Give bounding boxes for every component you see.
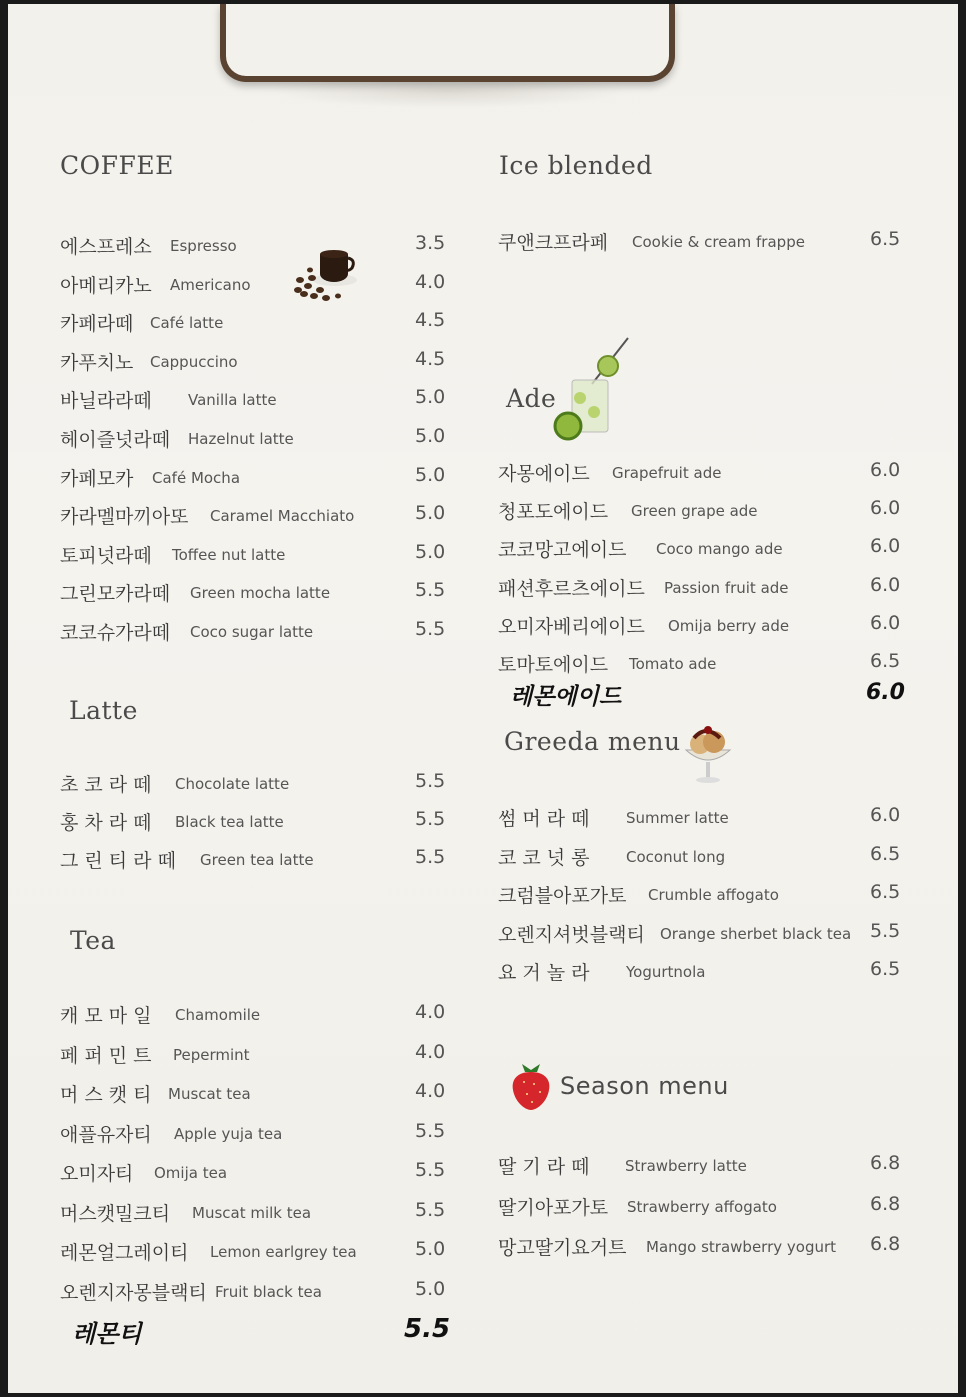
item-price: 6.5 <box>870 228 901 250</box>
item-korean-name: 레몬얼그레이티 <box>60 1242 189 1264</box>
tea-item <box>60 1120 450 1150</box>
item-korean-name: 초 코 라 떼 <box>60 774 152 796</box>
item-korean-name: 홍 차 라 떼 <box>60 812 152 834</box>
item-english-name: Green grape ade <box>631 502 758 521</box>
item-korean-name: 머 스 캣 티 <box>60 1084 152 1106</box>
ade-handwritten-name: 레몬에이드 <box>510 684 622 710</box>
item-korean-name: 애플유자티 <box>60 1123 152 1146</box>
item-english-name: Toffee nut latte <box>172 545 286 564</box>
item-korean-name: 자몽에이드 <box>498 463 590 485</box>
item-price: 3.5 <box>415 232 446 254</box>
item-english-name: Grapefruit ade <box>612 464 722 482</box>
item-english-name: Green tea latte <box>200 851 314 869</box>
item-english-name: Omija tea <box>154 1164 228 1182</box>
item-price: 5.5 <box>415 808 446 830</box>
item-english-name: Coco sugar latte <box>190 623 314 641</box>
item-price: 4.0 <box>415 270 446 293</box>
item-price: 6.8 <box>870 1192 901 1215</box>
item-english-name: Muscat tea <box>168 1085 251 1103</box>
item-english-name: Passion fruit ade <box>664 578 789 597</box>
item-price: 6.5 <box>870 650 901 672</box>
season-item <box>498 1193 918 1223</box>
item-english-name: Apple yuja tea <box>174 1124 283 1143</box>
item-korean-name: 토피넛라떼 <box>60 544 152 567</box>
item-korean-name: 딸기아포가토 <box>498 1196 609 1219</box>
item-price: 5.0 <box>415 1238 446 1260</box>
item-korean-name: 페 퍼 민 트 <box>60 1044 152 1067</box>
item-korean-name: 카페모카 <box>60 467 134 490</box>
item-korean-name: 쿠앤크프라페 <box>498 232 609 254</box>
item-korean-name: 카페라떼 <box>60 313 134 336</box>
coffee-item <box>60 232 450 262</box>
greeda-title: Greeda menu <box>504 727 681 756</box>
season-item <box>498 1152 918 1182</box>
item-korean-name: 캐 모 마 일 <box>60 1005 152 1027</box>
tea-item <box>60 1278 450 1308</box>
item-korean-name: 머스캣밀크티 <box>60 1202 171 1225</box>
item-price: 4.5 <box>415 347 446 370</box>
item-price: 6.0 <box>870 497 901 520</box>
coffee-item <box>60 271 450 301</box>
item-english-name: Coconut long <box>626 847 726 866</box>
ade-handwritten-item <box>498 678 918 708</box>
lime-drink-icon <box>550 336 630 445</box>
item-price: 6.0 <box>870 573 901 596</box>
ade-item <box>498 497 918 527</box>
item-korean-name: 크럼블아포가토 <box>498 885 627 907</box>
latte-title: Latte <box>69 696 138 725</box>
item-korean-name: 코코망고에이드 <box>498 539 627 562</box>
ade-item <box>498 535 918 565</box>
item-korean-name: 코 코 넛 롱 <box>498 846 590 869</box>
greeda-item <box>498 843 918 873</box>
item-english-name: Cappuccino <box>150 352 238 371</box>
latte-item <box>60 770 450 800</box>
item-price: 5.5 <box>415 846 446 868</box>
item-korean-name: 카라멜마끼아또 <box>60 506 189 529</box>
coffee-item <box>60 309 450 339</box>
item-price: 4.0 <box>415 1040 446 1063</box>
item-price: 4.0 <box>415 1001 446 1023</box>
item-price: 6.0 <box>870 804 901 826</box>
item-price: 6.0 <box>870 459 901 481</box>
item-english-name: Cookie & cream frappe <box>632 233 805 251</box>
item-english-name: Black tea latte <box>175 813 284 831</box>
tea-handwritten-item <box>60 1314 451 1348</box>
item-price: 6.8 <box>870 1152 901 1174</box>
coffee-item <box>60 425 450 455</box>
item-korean-name: 청포도에이드 <box>498 501 609 524</box>
item-korean-name: 바닐라라떼 <box>60 390 152 413</box>
item-english-name: Café latte <box>150 314 224 333</box>
item-price: 6.5 <box>870 842 901 865</box>
item-korean-name: 에스프레소 <box>60 236 152 258</box>
ade-item <box>498 650 918 680</box>
sundae-icon <box>680 720 736 794</box>
item-english-name: Omija berry ade <box>668 616 790 635</box>
item-korean-name: 패션후르츠에이드 <box>498 577 645 600</box>
greeda-item <box>498 920 918 950</box>
item-english-name: Fruit black tea <box>215 1282 322 1301</box>
item-korean-name: 요 거 놀 라 <box>498 962 590 984</box>
tea-item <box>60 1199 450 1229</box>
item-price: 5.0 <box>415 1277 446 1300</box>
item-price: 6.0 <box>870 611 901 634</box>
greeda-item <box>498 958 918 988</box>
item-english-name: Mango strawberry yogurt <box>646 1238 837 1256</box>
item-price: 5.5 <box>415 618 446 640</box>
item-english-name: Strawberry affogato <box>627 1197 777 1216</box>
ade-item <box>498 612 918 642</box>
item-english-name: Chamomile <box>175 1006 261 1024</box>
tea-item <box>60 1159 450 1189</box>
item-english-name: Americano <box>170 275 251 294</box>
greeda-item <box>498 881 918 911</box>
ice-blended-title: Ice blended <box>499 151 653 180</box>
coffee-item <box>60 618 450 648</box>
item-price: 6.5 <box>870 881 901 903</box>
item-english-name: Hazelnut latte <box>188 430 294 448</box>
clipboard-clip <box>220 4 675 82</box>
item-korean-name: 썸 머 라 떼 <box>498 808 590 830</box>
item-price: 5.5 <box>415 770 446 792</box>
item-price: 5.0 <box>415 540 446 563</box>
coffee-item <box>60 541 450 571</box>
item-price: 6.8 <box>870 1233 901 1255</box>
item-korean-name: 오미자베리에이드 <box>498 615 645 638</box>
item-price: 5.5 <box>415 1198 446 1221</box>
item-price: 5.0 <box>415 463 446 486</box>
item-korean-name: 오미자티 <box>60 1163 134 1185</box>
item-english-name: Pepermint <box>173 1045 250 1064</box>
item-price: 5.0 <box>415 502 446 525</box>
ade-item <box>498 459 918 489</box>
coffee-item <box>60 502 450 532</box>
season-title: Season menu <box>560 1072 729 1100</box>
item-english-name: Green mocha latte <box>190 584 331 603</box>
item-korean-name: 오렌지셔벗블랙티 <box>498 923 645 946</box>
tea-item <box>60 1001 450 1031</box>
item-korean-name: 카푸치노 <box>60 351 134 374</box>
item-korean-name: 딸 기 라 떼 <box>498 1156 590 1178</box>
item-english-name: Vanilla latte <box>188 391 277 410</box>
item-price: 5.5 <box>870 919 901 942</box>
coffee-title: COFFEE <box>60 151 174 180</box>
item-english-name: Caramel Macchiato <box>210 507 355 526</box>
coffee-item <box>60 386 450 416</box>
item-english-name: Coco mango ade <box>656 540 783 559</box>
item-korean-name: 망고딸기요거트 <box>498 1237 627 1259</box>
tea-title: Tea <box>70 926 116 955</box>
item-english-name: Café Mocha <box>152 468 241 487</box>
item-price: 5.0 <box>415 386 446 409</box>
coffee-item <box>60 464 450 494</box>
tea-item <box>60 1080 450 1110</box>
tea-item <box>60 1238 450 1268</box>
item-korean-name: 토마토에이드 <box>498 654 609 676</box>
ade-title: Ade <box>506 384 557 413</box>
latte-item <box>60 808 450 838</box>
coffee-item <box>60 348 450 378</box>
item-price: 5.0 <box>415 425 446 447</box>
item-english-name: Muscat milk tea <box>192 1203 312 1222</box>
ice_blended-item <box>498 228 918 258</box>
greeda-item <box>498 804 918 834</box>
item-price: 4.0 <box>415 1080 446 1102</box>
season-item <box>498 1233 918 1263</box>
item-english-name: Summer latte <box>626 809 729 827</box>
item-korean-name: 그 린 티 라 떼 <box>60 850 176 872</box>
item-korean-name: 오렌지자몽블랙티 <box>60 1281 207 1304</box>
latte-item <box>60 846 450 876</box>
item-english-name: Strawberry latte <box>625 1157 747 1175</box>
item-english-name: Orange sherbet black tea <box>660 924 852 943</box>
tea-handwritten-name: 레몬티 <box>72 1320 142 1348</box>
item-english-name: Crumble affogato <box>648 886 779 904</box>
tea-handwritten-price: 5.5 <box>404 1314 451 1344</box>
ade-item <box>498 574 918 604</box>
menu-paper <box>8 4 958 1393</box>
item-english-name: Espresso <box>170 237 237 255</box>
item-english-name: Chocolate latte <box>175 775 290 793</box>
item-english-name: Yogurtnola <box>626 963 706 981</box>
item-price: 5.5 <box>415 1119 446 1142</box>
ade-handwritten-price: 6.0 <box>866 680 905 705</box>
item-price: 6.5 <box>870 958 901 980</box>
tea-item <box>60 1041 450 1071</box>
item-price: 6.0 <box>870 535 901 558</box>
item-english-name: Tomato ade <box>629 655 717 673</box>
item-price: 4.5 <box>415 309 446 332</box>
item-price: 5.5 <box>415 1159 446 1181</box>
item-korean-name: 코코슈가라떼 <box>60 622 171 644</box>
item-english-name: Lemon earlgrey tea <box>210 1243 357 1261</box>
item-price: 5.5 <box>415 579 446 602</box>
strawberry-icon <box>510 1054 552 1116</box>
item-korean-name: 아메리카노 <box>60 274 152 297</box>
item-korean-name: 헤이즐넛라떼 <box>60 429 171 451</box>
item-korean-name: 그린모카라떼 <box>60 583 171 606</box>
coffee-item <box>60 579 450 609</box>
